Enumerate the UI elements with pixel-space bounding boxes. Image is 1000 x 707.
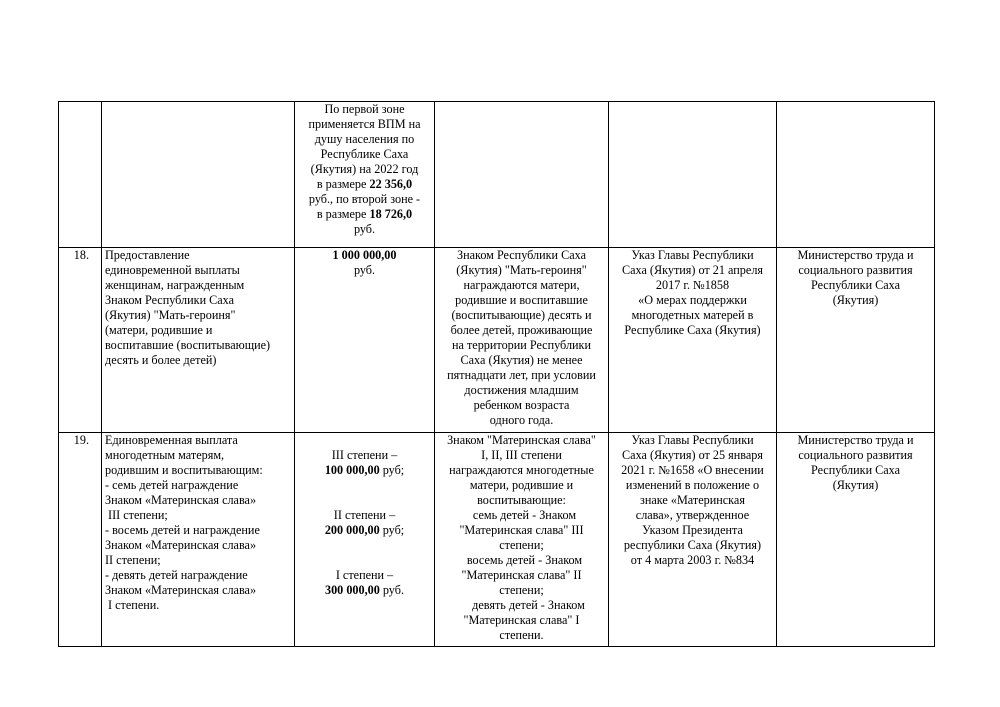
name-line: (Якутия) "Мать-героиня" <box>105 308 236 322</box>
name-line: - восемь детей и награждение <box>105 523 260 537</box>
amount-degree-label: III степени – <box>331 448 398 462</box>
cell-recipients <box>435 433 609 647</box>
name-line: Знаком «Материнская слава» <box>105 538 257 552</box>
row-number: 18. <box>59 248 102 433</box>
cell-amount <box>295 248 435 433</box>
name-line: многодетным матерям, <box>105 448 225 462</box>
basis-line: Указ Главы Республики <box>631 433 754 447</box>
recipients-line: награждаются многодетные <box>449 463 594 477</box>
amount-degree-label: II степени – <box>333 508 396 522</box>
recipients-line: одного года. <box>489 413 554 427</box>
amount-unit: руб. <box>353 263 376 277</box>
amount-line: 100 000,00 руб; <box>324 463 405 477</box>
cell-basis <box>609 248 777 433</box>
basis-line: слава», утвержденное <box>635 508 750 522</box>
recipients-line: степени; <box>499 583 544 597</box>
recipients-line: более детей, проживающие <box>450 323 593 337</box>
basis-line: от 4 марта 2003 г. №834 <box>630 553 755 567</box>
cell-amount <box>295 433 435 647</box>
name-line: I степени. <box>105 598 160 612</box>
basis-line: 2021 г. №1658 «О внесении <box>621 463 764 477</box>
basis-line: республики Саха (Якутия) <box>623 538 762 552</box>
basis-line: Указом Президента <box>642 523 743 537</box>
amount-line: руб., по второй зоне - <box>308 192 421 206</box>
recipients-line: "Материнская слава" III <box>459 523 584 537</box>
recipients-line: (воспитывающие) десять и <box>451 308 592 322</box>
amount-value: 300 000,00 <box>324 583 380 597</box>
basis-line: 2017 г. №1858 <box>655 278 730 292</box>
basis-line: «О мерах поддержки <box>638 293 747 307</box>
amount-line: руб. <box>353 222 376 236</box>
row-number: 19. <box>59 433 102 647</box>
amount-value: 200 000,00 <box>324 523 380 537</box>
recipients-line: (Якутия) "Мать-героиня" <box>456 263 587 277</box>
authority-line: Министерство труда и <box>797 248 914 262</box>
name-line: - девять детей награждение <box>105 568 248 582</box>
cell-amount <box>295 102 435 248</box>
recipients-line: на территории Республики <box>451 338 591 352</box>
name-line: женщинам, награжденным <box>105 278 245 292</box>
amount-line: 300 000,00 руб. <box>324 583 404 597</box>
cell-authority <box>777 102 935 248</box>
amount-line: в размере 18 726,0 <box>316 207 413 221</box>
recipients-line: Знаком "Материнская слава" <box>447 433 596 447</box>
cell-recipients <box>435 248 609 433</box>
authority-line: социального развития <box>798 263 913 277</box>
cell-name <box>102 102 295 248</box>
basis-line: знаке «Материнская <box>640 493 745 507</box>
name-line: Единовременная выплата <box>105 433 238 447</box>
name-line: (матери, родившие и <box>105 323 213 337</box>
amount-line: Республике Саха <box>320 147 409 161</box>
recipients-line: степени. <box>499 628 544 642</box>
amount-line: 200 000,00 руб; <box>324 523 405 537</box>
name-line: десять и более детей) <box>105 353 217 367</box>
amount-value: 100 000,00 <box>324 463 380 477</box>
authority-line: Республики Саха <box>810 278 901 292</box>
cell-authority <box>777 433 935 647</box>
authority-line: Министерство труда и <box>797 433 914 447</box>
recipients-line: достижения младшим <box>464 383 579 397</box>
recipients-line: I, II, III степени <box>481 448 562 462</box>
cell-recipients <box>435 102 609 248</box>
table-row-continuation <box>59 102 935 248</box>
amount-line: (Якутия) на 2022 год <box>310 162 419 176</box>
cell-name <box>102 248 295 433</box>
benefits-table <box>58 101 935 647</box>
recipients-line: ребенком возраста <box>473 398 570 412</box>
name-line: II степени; <box>105 553 161 567</box>
recipients-line: Знаком Республики Саха <box>456 248 587 262</box>
amount-line: По первой зоне <box>324 102 405 116</box>
basis-line: Республике Саха (Якутия) <box>624 323 761 337</box>
amount-degree-label: I степени – <box>335 568 394 582</box>
cell-name <box>102 433 295 647</box>
recipients-line: матери, родившие и <box>469 478 574 492</box>
name-line: Предоставление <box>105 248 190 262</box>
recipients-line: воспитывающие: <box>477 493 566 507</box>
name-line: единовременной выплаты <box>105 263 240 277</box>
recipients-line: "Материнская слава" I <box>463 613 580 627</box>
amount-line: применяется ВПМ на <box>308 117 421 131</box>
name-line: родившим и воспитывающим: <box>105 463 263 477</box>
basis-line: Указ Главы Республики <box>631 248 754 262</box>
amount-value: 22 356,0 <box>369 177 413 191</box>
name-line: Знаком «Материнская слава» <box>105 493 257 507</box>
name-line: Знаком «Материнская слава» <box>105 583 257 597</box>
basis-line: Саха (Якутия) от 25 января <box>622 448 763 462</box>
cell-basis <box>609 102 777 248</box>
name-line: Знаком Республики Саха <box>105 293 235 307</box>
basis-line: Саха (Якутия) от 21 апреля <box>621 263 764 277</box>
recipients-line: степени; <box>499 538 544 552</box>
authority-line: (Якутия) <box>832 293 879 307</box>
recipients-line: пятнадцати лет, при условии <box>447 368 596 382</box>
amount-line: в размере 22 356,0 <box>316 177 413 191</box>
recipients-line: родившие и воспитавшие <box>455 293 588 307</box>
cell-basis <box>609 433 777 647</box>
name-line: - семь детей награждение <box>105 478 239 492</box>
authority-line: Республики Саха <box>810 463 901 477</box>
recipients-line: награждаются матери, <box>463 278 580 292</box>
authority-line: (Якутия) <box>832 478 879 492</box>
cell-number <box>59 102 102 248</box>
amount-value: 1 000 000,00 <box>332 248 397 262</box>
recipients-line: восемь детей - Знаком <box>466 553 583 567</box>
recipients-line: Саха (Якутия) не менее <box>460 353 583 367</box>
basis-line: многодетных матерей в <box>631 308 754 322</box>
recipients-line: девять детей - Знаком <box>472 598 585 612</box>
authority-line: социального развития <box>798 448 913 462</box>
name-line: III степени; <box>105 508 168 522</box>
amount-value: 18 726,0 <box>369 207 413 221</box>
amount-line: душу населения по <box>314 132 415 146</box>
table-row-19 <box>59 433 935 647</box>
cell-authority <box>777 248 935 433</box>
table-row-18 <box>59 248 935 433</box>
name-line: воспитавшие (воспитывающие) <box>105 338 271 352</box>
basis-line: изменений в положение о <box>625 478 760 492</box>
recipients-line: "Материнская слава" II <box>461 568 582 582</box>
recipients-line: семь детей - Знаком <box>472 508 577 522</box>
